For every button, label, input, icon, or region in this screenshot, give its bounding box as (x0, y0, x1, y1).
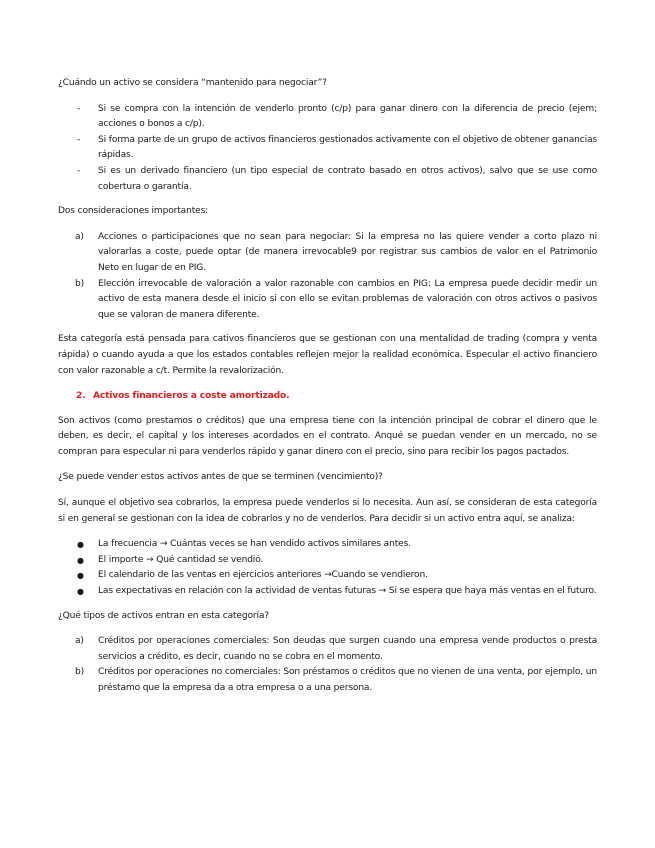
list-item-text: Si es un derivado financiero (un tipo especial de contrato basado en otros activos), salvo que se use como cobertura o garantía. (98, 165, 597, 192)
considerations-heading: Dos consideraciones importantes: (58, 206, 209, 217)
section-number: 2. (76, 391, 86, 402)
list-item-text: La frecuencia → Cuántas veces se han vendido activos similares antes. (98, 539, 411, 550)
list-item (58, 277, 597, 324)
question-sell-before-maturity: ¿Se puede vender estos activos antes de que se terminen (vencimiento)? (58, 472, 383, 483)
asset-types-list (58, 634, 597, 696)
letter-marker: a) (75, 636, 84, 647)
letter-marker: b) (75, 667, 85, 678)
list-item-text: Elección irrevocable de valoración a valor razonable con cambios en PIG: La empresa puede decidir medir un activo de esta manera desde el inicio si con ello se evitan problemas de valoración con otros activos o pasivos que se valoran de manera diferente. (98, 278, 597, 320)
list-item-text: Créditos por operaciones comerciales: Son deudas que surgen cuando una empresa vende productos o presta servicios a crédito, es decir, cuando no se cobra en el momento. (98, 636, 597, 662)
question-held-for-trading: ¿Cuándo un activo se considera “mantenido para negociar”? (58, 78, 327, 88)
question-asset-types: ¿Qué tipos de activos entran en esta categoría? (58, 610, 269, 621)
list-item-text: Si forma parte de un grupo de activos financieros gestionados activamente con el objetivo de obtener ganancias rápidas. (98, 134, 597, 161)
bullet-marker: ● (77, 540, 84, 550)
letter-marker: b) (75, 278, 85, 289)
letter-marker: a) (75, 231, 84, 242)
list-item (58, 665, 597, 696)
dash-marker: - (77, 103, 81, 114)
answer-paragraph: Sí, aunque el objetivo sea cobrarlos, la empresa puede venderlos si lo necesita. Aun así, se consideran de esta categoría si en general se gestionan con la idea de cobrarlos y no de venderlos. Para decidir si un activo entra aquí, se analiza: (58, 498, 597, 524)
bullet-marker: ● (77, 587, 84, 597)
list-item-text: Acciones o participaciones que no sean para negociar: Si la empresa no las quiere vender a corto plazo ni valorarlas a coste, puede optar (de manera irrevocable9 por registrar sus cambios de valor en el Patrimonio Neto en lugar de en PIG. (98, 231, 597, 273)
list-item (58, 568, 597, 584)
list-item (58, 230, 597, 277)
dash-marker: - (77, 134, 81, 145)
analysis-list (58, 537, 597, 599)
section-paragraph: Son activos (como prestamos o créditos) que una empresa tiene con la intención principal de cobrar el dinero que le deben, es decir, el capital y los intereses acordados en el contrato. Anqué se puedan vender en un mercado, no se compran para especular ni para venderlos rápido y ganar dinero con el precio, sino para recibir los pagos pactados. (58, 415, 597, 457)
list-item (58, 537, 597, 553)
list-item-text: Las expectativas en relación con la actividad de ventas futuras → Si se espera que haya más ventas en el futuro. (98, 586, 597, 597)
list-item-text: Créditos por operaciones no comerciales: Son préstamos o créditos que no vienen de una venta, por ejemplo, un préstamo que la empresa da a otra empresa o a una persona. (98, 667, 598, 693)
bullet-marker: ● (77, 571, 84, 581)
dash-marker: - (77, 165, 81, 176)
list-item (58, 102, 597, 133)
category-paragraph: Esta categoría está pensada para cativos financieros que se gestionan con una mentalidad de trading (compra y venta rápida) o cuando ayuda a que los estados contables reflejen mejor la realidad económica. Especular el activo financiero con valor razonable a c/t. Permite la revalorización. (58, 334, 597, 376)
considerations-list (58, 230, 597, 324)
list-item-text: El importe → Qué cantidad se vendió. (98, 554, 264, 565)
list-item (58, 164, 597, 195)
list-item (58, 634, 597, 665)
bullet-marker: ● (77, 555, 84, 565)
held-for-trading-list (58, 102, 597, 196)
list-item (58, 133, 597, 164)
section-heading (58, 389, 597, 405)
list-item-text: El calendario de las ventas en ejercicios anteriores →Cuando se vendieron. (98, 570, 428, 581)
list-item-text: Si se compra con la intención de venderlo pronto (c/p) para ganar dinero con la diferencia de precio (ejem; acciones o bonos a c/p). (98, 103, 597, 130)
list-item (58, 584, 597, 600)
section-title: Activos financieros a coste amortizado. (93, 391, 290, 402)
list-item (58, 553, 597, 569)
